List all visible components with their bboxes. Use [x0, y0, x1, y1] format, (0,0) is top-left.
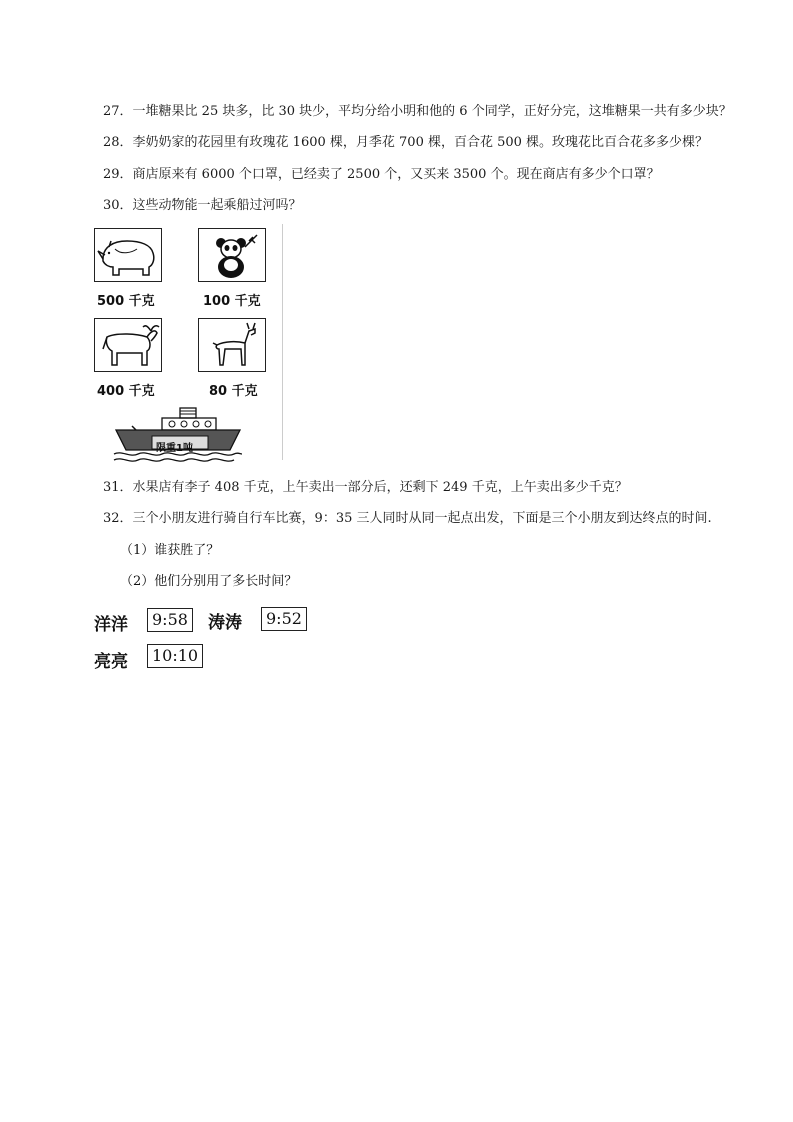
question-27: 27．一堆糖果比 25 块多，比 30 块少，平均分给小明和他的 6 个同学，正好分完，这堆糖果一共有多少块？	[103, 104, 732, 119]
racer-name-2: 亮亮	[94, 652, 128, 672]
panda-icon	[198, 228, 266, 282]
racer-time-2: 10:10	[147, 644, 203, 668]
racer-name-0: 洋洋	[94, 615, 128, 635]
question-31: 31．水果店有李子 408 千克，上午卖出一部分后，还剩下 249 千克，上午卖出多少千克？	[103, 480, 628, 495]
boat-weight-limit: 限重1吨	[156, 443, 193, 454]
deer-icon	[198, 318, 266, 372]
animal-weight-2: 400 千克	[97, 384, 155, 399]
animal-weight-0: 500 千克	[97, 294, 155, 309]
boat-icon	[112, 404, 244, 466]
question-32: 32．三个小朋友进行骑自行车比赛，9：35 三人同时从同一起点出发，下面是三个小朋友到达终点的时间.	[103, 511, 712, 526]
ox-icon	[94, 318, 162, 372]
animal-weight-1: 100 千克	[203, 294, 261, 309]
animal-weight-3: 80 千克	[209, 384, 258, 399]
racer-time-0: 9:58	[147, 608, 193, 632]
racer-time-1: 9:52	[261, 607, 307, 631]
question-29: 29．商店原来有 6000 个口罩，已经卖了 2500 个，又买来 3500 个。现在商店有多少个口罩？	[103, 167, 660, 182]
question-32-part-1: （1）谁获胜了？	[120, 543, 220, 558]
question-28: 28．李奶奶家的花园里有玫瑰花 1600 棵，月季花 700 棵，百合花 500 棵。玫瑰花比百合花多多少棵？	[103, 135, 709, 150]
question-32-part-2: （2）他们分别用了多长时间？	[120, 574, 298, 589]
racer-name-1: 涛涛	[208, 613, 242, 633]
rhinoceros-icon	[94, 228, 162, 282]
image-edge-line	[282, 224, 283, 460]
question-30: 30．这些动物能一起乘船过河吗？	[103, 198, 302, 213]
